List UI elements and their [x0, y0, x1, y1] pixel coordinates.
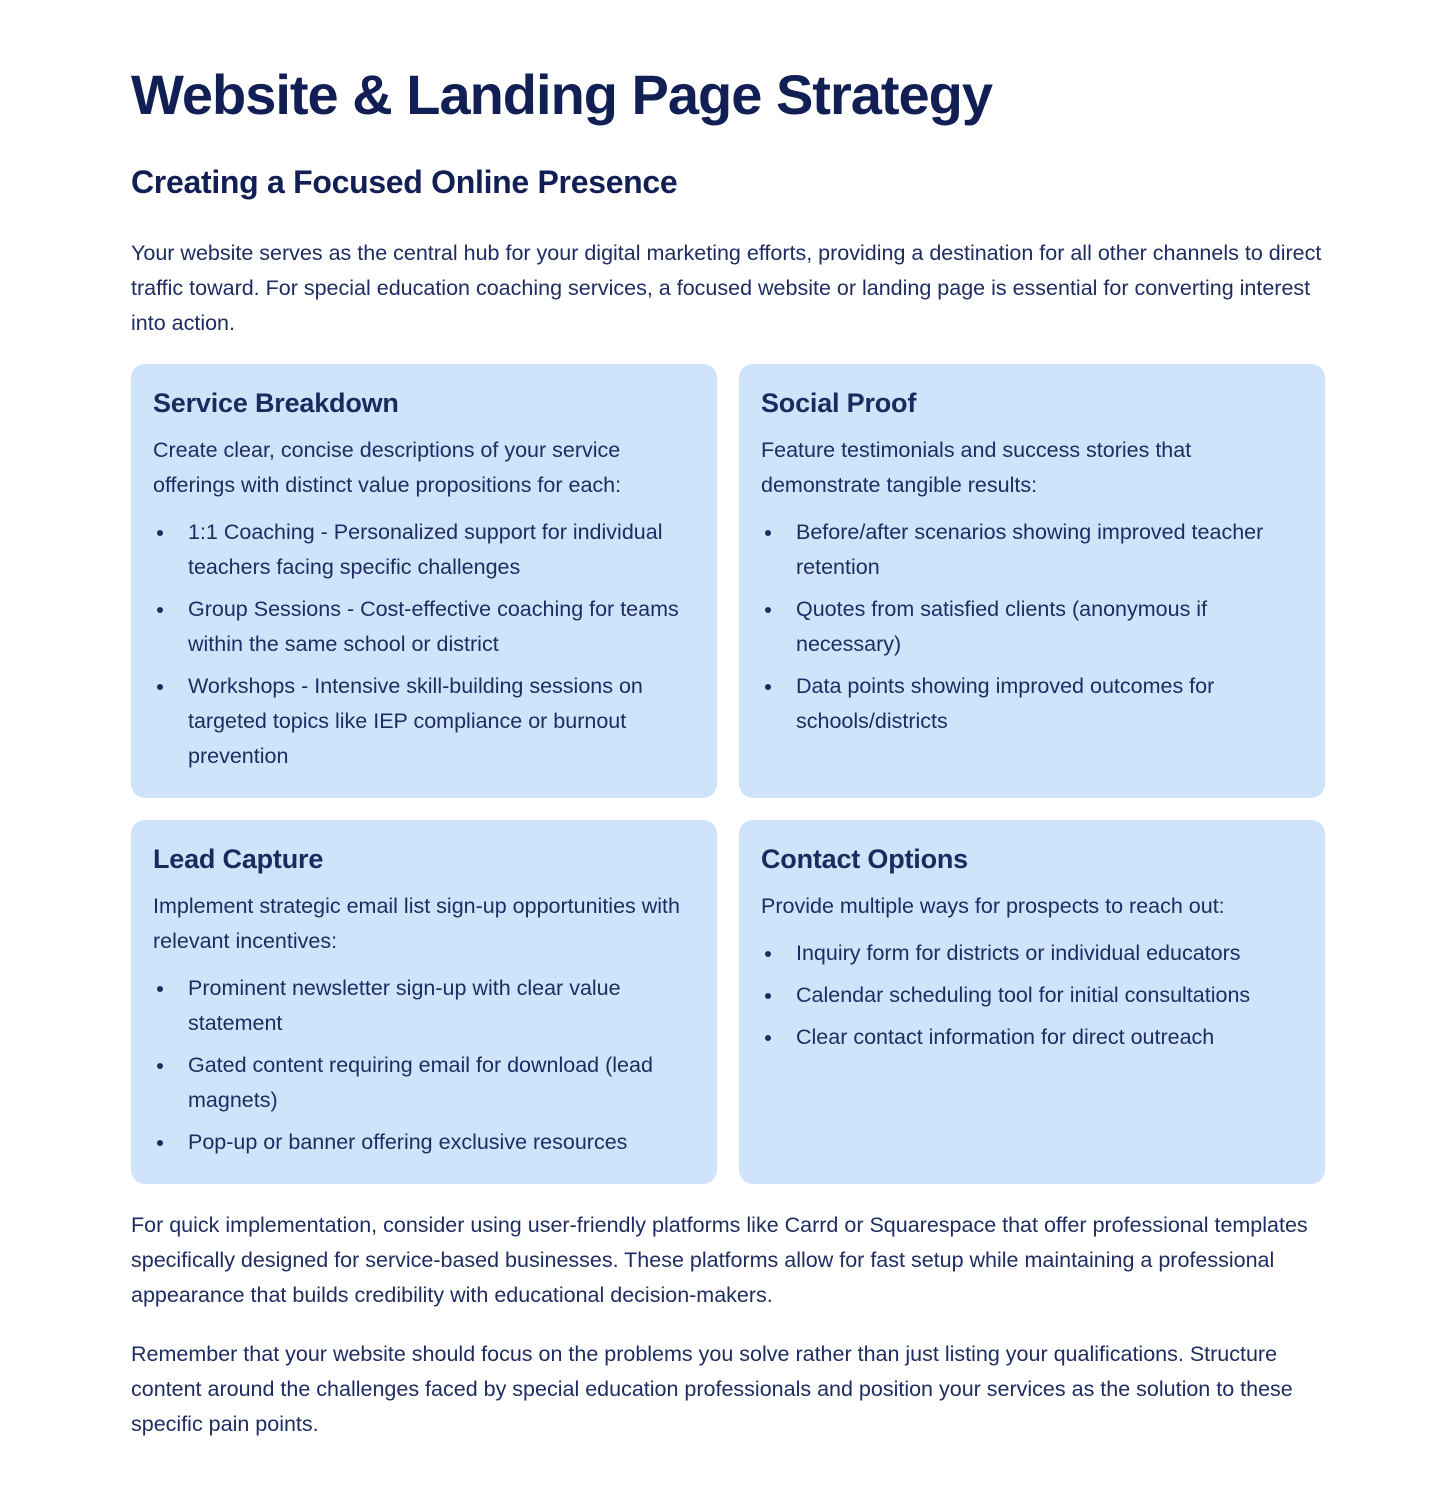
bullet-icon — [157, 684, 163, 690]
bullet-icon — [157, 530, 163, 536]
card-title: Lead Capture — [153, 844, 324, 874]
list-item — [153, 1125, 695, 1160]
list-item — [761, 592, 1303, 662]
card-contact-options — [739, 820, 1325, 1184]
list-item-text: Calendar scheduling tool for initial consultations — [796, 983, 1251, 1007]
list-item — [761, 936, 1303, 971]
card-social-proof — [739, 364, 1325, 798]
list-item — [153, 669, 695, 774]
card-list — [761, 936, 1303, 1055]
card-service-breakdown — [131, 364, 717, 798]
list-item-text: Data points showing improved outcomes for schools/districts — [796, 674, 1215, 733]
bullet-icon — [765, 951, 771, 957]
list-item-text: Prominent newsletter sign-up with clear value statement — [188, 976, 621, 1035]
card-title: Service Breakdown — [153, 388, 399, 418]
list-item — [761, 1020, 1303, 1055]
list-item-text: Workshops - Intensive skill-building sessions on targeted topics like IEP compliance or burnout prevention — [188, 674, 643, 768]
list-item-text: Pop-up or banner offering exclusive resources — [188, 1130, 628, 1154]
card-lead-capture — [131, 820, 717, 1184]
list-item-text: Clear contact information for direct outreach — [796, 1025, 1215, 1049]
bullet-icon — [765, 684, 771, 690]
closing-paragraph-platforms: For quick implementation, consider using user-friendly platforms like Carrd or Squarespace that offer professional templates specifically designed for service-based businesses. These platforms allow for fast setup while maintaining a professional appearance that builds credibility with educational decision-makers. — [131, 1213, 1308, 1307]
list-item — [761, 669, 1303, 739]
list-item — [153, 971, 695, 1041]
bullet-icon — [765, 1035, 771, 1041]
intro-paragraph: Your website serves as the central hub for your digital marketing efforts, providing a destination for all other channels to direct traffic toward. For special education coaching services, a focused website or landing page is essential for converting interest into action. — [131, 241, 1322, 335]
list-item — [761, 515, 1303, 585]
card-description: Implement strategic email list sign-up opportunities with relevant incentives: — [153, 894, 680, 953]
list-item — [153, 592, 695, 662]
card-title: Contact Options — [761, 844, 968, 874]
list-item-text: Group Sessions - Cost-effective coaching for teams within the same school or district — [188, 597, 679, 656]
bullet-icon — [765, 607, 771, 613]
list-item-text: Quotes from satisfied clients (anonymous if necessary) — [796, 597, 1208, 656]
document-page — [131, 0, 1325, 1436]
bullet-icon — [157, 1063, 163, 1069]
bullet-icon — [157, 1140, 163, 1146]
list-item-text: 1:1 Coaching - Personalized support for individual teachers facing specific challenges — [188, 520, 663, 579]
card-title: Social Proof — [761, 388, 917, 418]
card-list — [153, 515, 695, 774]
list-item — [153, 1048, 695, 1118]
section-heading: Creating a Focused Online Presence — [131, 164, 678, 200]
closing-paragraph-focus: Remember that your website should focus on the problems you solve rather than just listing your qualifications. Structure content around the challenges faced by special education professionals and position your services as the solution to these specific pain points. — [131, 1342, 1293, 1436]
list-item — [761, 978, 1303, 1013]
list-item-text: Gated content requiring email for download (lead magnets) — [188, 1053, 653, 1112]
card-list — [761, 515, 1303, 739]
list-item-text: Before/after scenarios showing improved teacher retention — [796, 520, 1264, 579]
bullet-icon — [157, 986, 163, 992]
card-list — [153, 971, 695, 1160]
card-description: Feature testimonials and success stories that demonstrate tangible results: — [761, 438, 1192, 497]
bullet-icon — [765, 993, 771, 999]
page-title: Website & Landing Page Strategy — [131, 63, 993, 126]
card-description: Provide multiple ways for prospects to reach out: — [761, 894, 1225, 918]
list-item-text: Inquiry form for districts or individual educators — [796, 941, 1241, 965]
bullet-icon — [157, 607, 163, 613]
card-description: Create clear, concise descriptions of your service offerings with distinct value propositions for each: — [153, 438, 622, 497]
bullet-icon — [765, 530, 771, 536]
list-item — [153, 515, 695, 585]
